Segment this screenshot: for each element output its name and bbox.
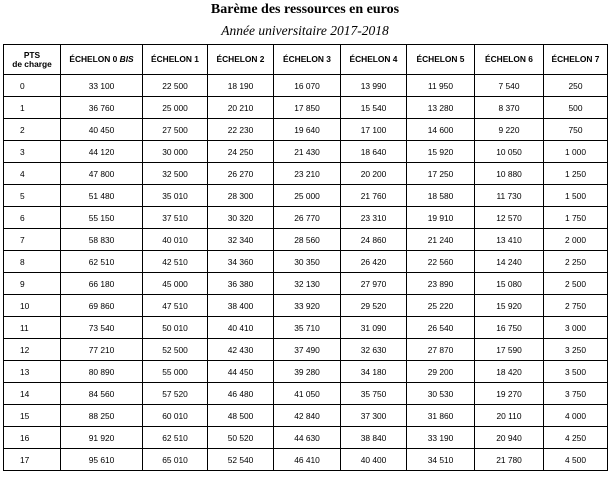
table-row [4, 97, 608, 119]
amount-cell: 36 380 [208, 273, 274, 295]
amount-cell: 7 540 [475, 75, 544, 97]
resources-table [3, 44, 608, 471]
column-header-label: ÉCHELON 2 [216, 54, 265, 64]
amount-cell: 1 250 [544, 163, 608, 185]
amount-cell: 25 220 [407, 295, 475, 317]
amount-cell: 45 000 [143, 273, 208, 295]
amount-cell: 21 780 [475, 449, 544, 471]
amount-cell: 2 000 [544, 229, 608, 251]
amount-cell: 73 540 [61, 317, 143, 339]
amount-cell: 28 560 [274, 229, 341, 251]
amount-cell: 34 510 [407, 449, 475, 471]
amount-cell: 10 880 [475, 163, 544, 185]
amount-cell: 37 300 [341, 405, 407, 427]
pts-cell: 1 [4, 97, 61, 119]
amount-cell: 33 100 [61, 75, 143, 97]
amount-cell: 1 750 [544, 207, 608, 229]
amount-cell: 69 860 [61, 295, 143, 317]
amount-cell: 20 110 [475, 405, 544, 427]
column-header-label: ÉCHELON 0 [69, 54, 118, 64]
amount-cell: 38 400 [208, 295, 274, 317]
amount-cell: 37 490 [274, 339, 341, 361]
amount-cell: 1 500 [544, 185, 608, 207]
amount-cell: 10 050 [475, 141, 544, 163]
amount-cell: 23 210 [274, 163, 341, 185]
table-row [4, 427, 608, 449]
amount-cell: 38 840 [341, 427, 407, 449]
amount-cell: 23 890 [407, 273, 475, 295]
amount-cell: 4 500 [544, 449, 608, 471]
amount-cell: 9 220 [475, 119, 544, 141]
amount-cell: 44 120 [61, 141, 143, 163]
amount-cell: 27 870 [407, 339, 475, 361]
pts-cell: 4 [4, 163, 61, 185]
amount-cell: 4 250 [544, 427, 608, 449]
pts-cell: 17 [4, 449, 61, 471]
amount-cell: 8 370 [475, 97, 544, 119]
amount-cell: 2 250 [544, 251, 608, 273]
amount-cell: 24 860 [341, 229, 407, 251]
amount-cell: 40 010 [143, 229, 208, 251]
pts-cell: 16 [4, 427, 61, 449]
amount-cell: 17 250 [407, 163, 475, 185]
amount-cell: 25 000 [143, 97, 208, 119]
column-header-pts [4, 45, 61, 75]
pts-cell: 3 [4, 141, 61, 163]
amount-cell: 19 270 [475, 383, 544, 405]
pts-cell: 8 [4, 251, 61, 273]
amount-cell: 55 150 [61, 207, 143, 229]
amount-cell: 26 270 [208, 163, 274, 185]
amount-cell: 42 840 [274, 405, 341, 427]
amount-cell: 19 640 [274, 119, 341, 141]
amount-cell: 14 600 [407, 119, 475, 141]
table-row [4, 449, 608, 471]
amount-cell: 35 010 [143, 185, 208, 207]
column-header-echelon [341, 45, 407, 75]
table-row [4, 185, 608, 207]
amount-cell: 30 320 [208, 207, 274, 229]
column-header-label: ÉCHELON 1 [151, 54, 199, 64]
amount-cell: 15 080 [475, 273, 544, 295]
page-subtitle: Année universitaire 2017-2018 [221, 23, 389, 38]
column-header-label: PTS [23, 49, 41, 60]
amount-cell: 31 860 [407, 405, 475, 427]
amount-cell: 27 500 [143, 119, 208, 141]
pts-cell: 6 [4, 207, 61, 229]
pts-cell: 10 [4, 295, 61, 317]
amount-cell: 33 920 [274, 295, 341, 317]
amount-cell: 21 760 [341, 185, 407, 207]
amount-cell: 62 510 [61, 251, 143, 273]
pts-cell: 9 [4, 273, 61, 295]
amount-cell: 13 410 [475, 229, 544, 251]
amount-cell: 22 230 [208, 119, 274, 141]
amount-cell: 44 630 [274, 427, 341, 449]
amount-cell: 11 730 [475, 185, 544, 207]
amount-cell: 60 010 [143, 405, 208, 427]
amount-cell: 20 940 [475, 427, 544, 449]
amount-cell: 22 560 [407, 251, 475, 273]
amount-cell: 15 540 [341, 97, 407, 119]
amount-cell: 80 890 [61, 361, 143, 383]
table-row [4, 207, 608, 229]
amount-cell: 35 710 [274, 317, 341, 339]
amount-cell: 55 000 [143, 361, 208, 383]
amount-cell: 18 580 [407, 185, 475, 207]
column-header-echelon [475, 45, 544, 75]
amount-cell: 41 050 [274, 383, 341, 405]
amount-cell: 57 520 [143, 383, 208, 405]
amount-cell: 47 800 [61, 163, 143, 185]
amount-cell: 17 590 [475, 339, 544, 361]
column-header-echelon [407, 45, 475, 75]
amount-cell: 22 500 [143, 75, 208, 97]
amount-cell: 13 280 [407, 97, 475, 119]
amount-cell: 26 540 [407, 317, 475, 339]
column-header-echelon [208, 45, 274, 75]
amount-cell: 32 500 [143, 163, 208, 185]
column-header-label: ÉCHELON 3 [283, 54, 331, 64]
column-header-label: ÉCHELON 7 [551, 54, 600, 64]
amount-cell: 19 910 [407, 207, 475, 229]
column-header-label: ÉCHELON 6 [485, 54, 533, 64]
amount-cell: 3 500 [544, 361, 608, 383]
amount-cell: 26 420 [341, 251, 407, 273]
amount-cell: 30 350 [274, 251, 341, 273]
amount-cell: 2 750 [544, 295, 608, 317]
amount-cell: 29 200 [407, 361, 475, 383]
table-row [4, 361, 608, 383]
table-row [4, 405, 608, 427]
pts-cell: 12 [4, 339, 61, 361]
amount-cell: 62 510 [143, 427, 208, 449]
amount-cell: 500 [544, 97, 608, 119]
header-row [4, 45, 608, 75]
amount-cell: 14 240 [475, 251, 544, 273]
amount-cell: 13 990 [341, 75, 407, 97]
amount-cell: 42 430 [208, 339, 274, 361]
amount-cell: 58 830 [61, 229, 143, 251]
amount-cell: 46 480 [208, 383, 274, 405]
amount-cell: 21 240 [407, 229, 475, 251]
pts-cell: 13 [4, 361, 61, 383]
amount-cell: 3 750 [544, 383, 608, 405]
amount-cell: 24 250 [208, 141, 274, 163]
page-title: Barème des ressources en euros [210, 2, 400, 17]
amount-cell: 77 210 [61, 339, 143, 361]
column-header-echelon [544, 45, 608, 75]
amount-cell: 30 000 [143, 141, 208, 163]
amount-cell: 18 190 [208, 75, 274, 97]
amount-cell: 2 500 [544, 273, 608, 295]
amount-cell: 35 750 [341, 383, 407, 405]
amount-cell: 40 400 [341, 449, 407, 471]
pts-cell: 2 [4, 119, 61, 141]
amount-cell: 3 250 [544, 339, 608, 361]
table-row [4, 317, 608, 339]
amount-cell: 17 850 [274, 97, 341, 119]
amount-cell: 250 [544, 75, 608, 97]
amount-cell: 28 300 [208, 185, 274, 207]
amount-cell: 95 610 [61, 449, 143, 471]
amount-cell: 26 770 [274, 207, 341, 229]
amount-cell: 3 000 [544, 317, 608, 339]
amount-cell: 39 280 [274, 361, 341, 383]
amount-cell: 34 360 [208, 251, 274, 273]
table-row [4, 339, 608, 361]
column-header-echelon [274, 45, 341, 75]
amount-cell: 40 410 [208, 317, 274, 339]
amount-cell: 50 520 [208, 427, 274, 449]
amount-cell: 23 310 [341, 207, 407, 229]
amount-cell: 21 430 [274, 141, 341, 163]
pts-cell: 15 [4, 405, 61, 427]
pts-cell: 0 [4, 75, 61, 97]
amount-cell: 12 570 [475, 207, 544, 229]
amount-cell: 33 190 [407, 427, 475, 449]
amount-cell: 20 200 [341, 163, 407, 185]
column-header-label: ÉCHELON 4 [349, 54, 398, 64]
amount-cell: 18 420 [475, 361, 544, 383]
amount-cell: 88 250 [61, 405, 143, 427]
amount-cell: 20 210 [208, 97, 274, 119]
amount-cell: 32 340 [208, 229, 274, 251]
amount-cell: 750 [544, 119, 608, 141]
table-row [4, 273, 608, 295]
amount-cell: 84 560 [61, 383, 143, 405]
pts-cell: 14 [4, 383, 61, 405]
amount-cell: 50 010 [143, 317, 208, 339]
amount-cell: 47 510 [143, 295, 208, 317]
pts-cell: 5 [4, 185, 61, 207]
table-body [4, 75, 608, 471]
amount-cell: 16 750 [475, 317, 544, 339]
amount-cell: 52 540 [208, 449, 274, 471]
amount-cell: 40 450 [61, 119, 143, 141]
amount-cell: 32 630 [341, 339, 407, 361]
amount-cell: 36 760 [61, 97, 143, 119]
column-header-echelon [61, 45, 143, 75]
amount-cell: 48 500 [208, 405, 274, 427]
amount-cell: 1 000 [544, 141, 608, 163]
column-header-label: ÉCHELON 5 [416, 54, 465, 64]
amount-cell: 30 530 [407, 383, 475, 405]
amount-cell: 4 000 [544, 405, 608, 427]
amount-cell: 18 640 [341, 141, 407, 163]
amount-cell: 42 510 [143, 251, 208, 273]
table-row [4, 229, 608, 251]
column-header-sublabel: de charge [12, 58, 52, 69]
amount-cell: 32 130 [274, 273, 341, 295]
amount-cell: 17 100 [341, 119, 407, 141]
column-header-echelon [143, 45, 208, 75]
amount-cell: 52 500 [143, 339, 208, 361]
amount-cell: 31 090 [341, 317, 407, 339]
pts-cell: 11 [4, 317, 61, 339]
pts-cell: 7 [4, 229, 61, 251]
table-row [4, 295, 608, 317]
amount-cell: 34 180 [341, 361, 407, 383]
amount-cell: 66 180 [61, 273, 143, 295]
amount-cell: 16 070 [274, 75, 341, 97]
amount-cell: 51 480 [61, 185, 143, 207]
table-row [4, 251, 608, 273]
table-row [4, 163, 608, 185]
amount-cell: 27 970 [341, 273, 407, 295]
amount-cell: 91 920 [61, 427, 143, 449]
amount-cell: 44 450 [208, 361, 274, 383]
table-row [4, 119, 608, 141]
amount-cell: 25 000 [274, 185, 341, 207]
amount-cell: 65 010 [143, 449, 208, 471]
amount-cell: 29 520 [341, 295, 407, 317]
amount-cell: 37 510 [143, 207, 208, 229]
amount-cell: 11 950 [407, 75, 475, 97]
amount-cell: 46 410 [274, 449, 341, 471]
column-header-suffix: BIS [119, 54, 134, 64]
table-row [4, 383, 608, 405]
amount-cell: 15 920 [475, 295, 544, 317]
table-row [4, 75, 608, 97]
table-row [4, 141, 608, 163]
amount-cell: 15 920 [407, 141, 475, 163]
